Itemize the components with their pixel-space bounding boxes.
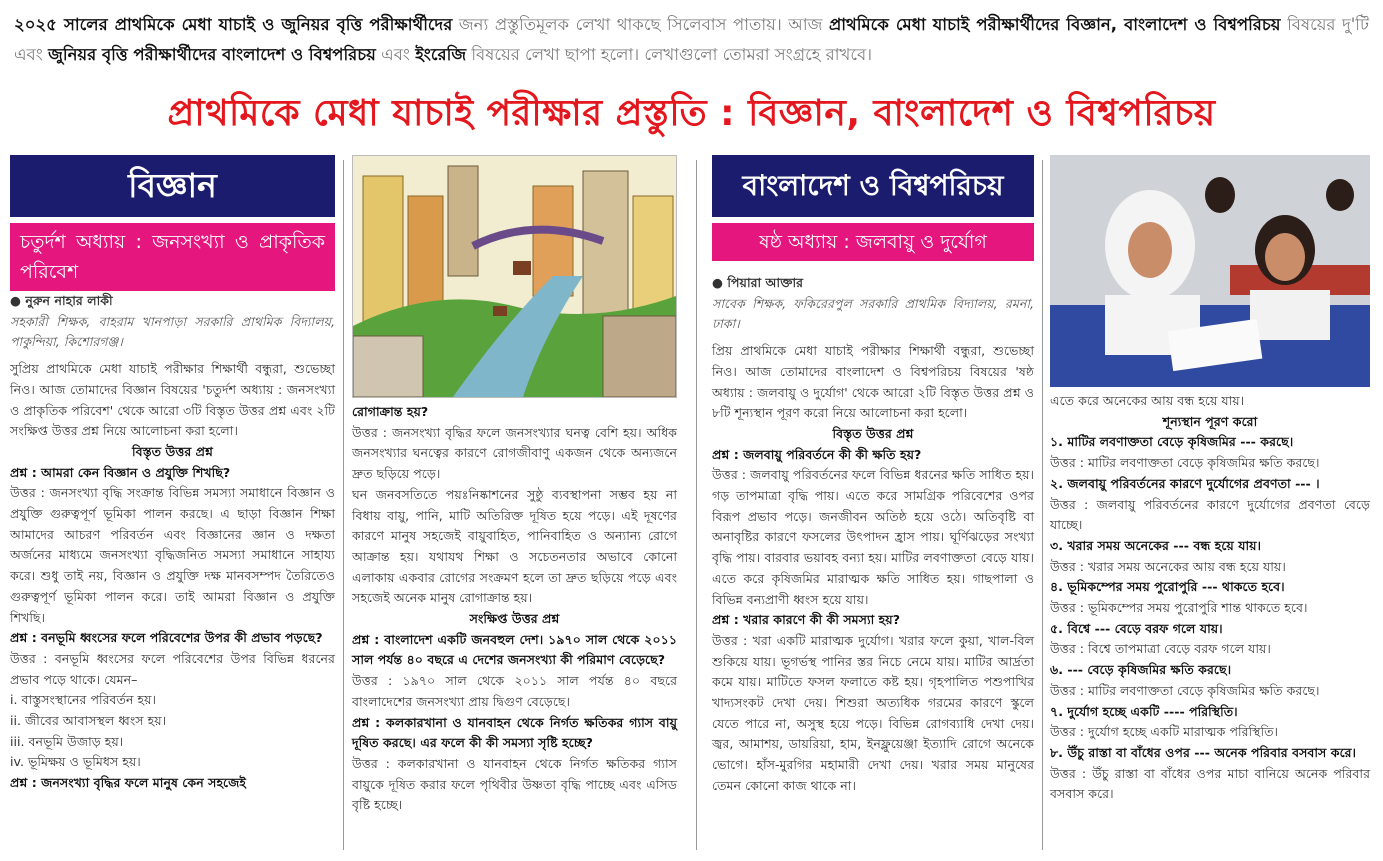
fill-blank-answer: উত্তর : জলবায়ু পরিবর্তনের কারণে দুর্যোগের প্রবণতা বেড়ে যাচ্ছে।: [1050, 496, 1370, 533]
science-question-3: প্রশ্ন : জনসংখ্যা বৃদ্ধির ফলে মানুষ কেন সহজেই: [10, 775, 246, 791]
science-answer-1: উত্তর : জনসংখ্যা বৃদ্ধি সংক্রান্ত বিভিন্ন সমস্যা সমাধানে বিজ্ঞান ও প্রযুক্তি গুরুত্বপূর্ণ ভূমিকা পালন করছে। এ ছাড়া বিজ্ঞান শিক্ষা আমাদের আচরণ পরিবর্তন এবং বিজ্ঞানের জ্ঞান ও দক্ষতা অর্জনের মাধ্যমে জনসংখ্যা বৃদ্ধিজনিত সমস্যা সমাধানে সাহায্য করে। শুধু তাই নয়, বিজ্ঞান ও প্রযুক্তি দক্ষ মানবসম্পদ তৈরিতেও গুরুত্বপূর্ণ ভূমিকা পালন করে। তাই আমরা বিজ্ঞান ও প্রযুক্তি শিখছি।: [10, 485, 335, 625]
city-river-illustration: [352, 155, 677, 398]
intro-text-7: ইংরেজি: [415, 45, 467, 64]
science-answer-3: উত্তর : জনসংখ্যা বৃদ্ধির ফলে জনসংখ্যার ঘনত্ব বেশি হয়। অধিক জনসংখ্যার ঘনত্বের কারণে রোগজীবাণু একজন থেকে অন্যজনে দ্রুত ছড়িয়ে পড়ে।: [352, 424, 677, 482]
fill-blank-question: ৮. উঁচু রাস্তা বা বাঁধের ওপর --- অনেক পরিবার বসবাস করে।: [1050, 744, 1357, 760]
intro-text-2: জন্য প্রস্তুতিমূলক লেখা থাকছে সিলেবাস পাতায়। আজ: [452, 15, 829, 34]
students-exam-photo: [1050, 155, 1370, 387]
intro-text-3: প্রাথমিকে মেধা যাচাই পরীক্ষার্থীদের বিজ্ঞান, বাংলাদেশ ও বিশ্বপরিচয়: [828, 15, 1281, 34]
column-divider: [1042, 160, 1043, 850]
science-question-5: প্রশ্ন : কলকারখানা ও যানবাহন থেকে নির্গত ক্ষতিকর গ্যাস বায়ু দূষিত করছে। এর ফলে কী কী সমস্যা সৃষ্টি হচ্ছে?: [352, 714, 677, 751]
science-question-4: প্রশ্ন : বাংলাদেশ একটি জনবহুল দেশ। ১৯৭০ সাল থেকে ২০১১ সাল পর্যন্ত ৪০ বছরে এ দেশের জনসংখ্যা কী পরিমাণ বেড়েছে?: [352, 631, 677, 668]
bgs-question-2: প্রশ্ন : খরার কারণে কী কী সমস্যা হয়?: [712, 612, 900, 628]
fill-blanks-list: [1050, 432, 1370, 805]
science-list-item: ii. জীবের আবাসস্থল ধ্বংস হয়।: [10, 713, 167, 729]
city-illustration-icon: [353, 156, 676, 397]
fill-blank-answer: উত্তর : বিশ্বে তাপমাত্রা বেড়ে বরফ গলে যায়।: [1050, 641, 1271, 657]
fill-blank-answer: উত্তর : উঁচু রাস্তা বা বাঁধের ওপর মাচা বানিয়ে অনেক পরিবার বসবাস করে।: [1050, 765, 1370, 802]
intro-text-8: বিষয়ের লেখা ছাপা হলো। লেখাগুলো তোমরা সংগ্রহে রাখবে।: [466, 45, 873, 64]
fill-blank-answer: উত্তর : মাটির লবণাক্ততা বেড়ে কৃষিজমির ক্ষতি করছে।: [1050, 682, 1320, 698]
science-answer-3-continued: ঘন জনবসতিতে পয়ঃনিষ্কাশনের সুষ্ঠু ব্যবস্থাপনা সম্ভব হয় না বিধায় বায়ু, পানি, মাটি অতিরিক্ত দূষিত হয়ে পড়ে। এই দূষণের কারণে মানুষ সহজেই বায়ুবাহিত, পানিবাহিত ও অন্যান্য রোগে আক্রান্ত হয়। যথাযথ শিক্ষা ও সচেতনতার অভাবে কোনো এলাকায় একবার রোগের সংক্রমণ হলে তা দ্রুত ছড়িয়ে পড়ে এবং সহজেই অনেক মানুষ রোগাক্রান্ত হয়।: [352, 486, 677, 606]
intro-text-5: জুনিয়র বৃত্তি পরীক্ষার্থীদের বাংলাদেশ ও বিশ্বপরিচয়: [48, 45, 376, 64]
science-list-item: iv. ভূমিক্ষয় ও ভূমিধস হয়।: [10, 754, 141, 770]
science-answer-2: উত্তর : বনভূমি ধ্বংসের ফলে পরিবেশের উপর বিভিন্ন ধরনের প্রভাব পড়ে থাকে। যেমন–: [10, 650, 335, 687]
intro-text-1: ২০২৫ সালের প্রাথমিকে মেধা যাচাই ও জুনিয়র বৃত্তি পরীক্ষার্থীদের: [14, 15, 453, 34]
science-section-heading: বিস্তৃত উত্তর প্রশ্ন: [132, 443, 213, 459]
fill-blank-question: ৬. --- বেড়ে কৃষিজমির ক্ষতি করছে।: [1050, 662, 1232, 678]
fill-blank-question: ৪. ভূমিকম্পের সময় পুরোপুরি --- থাকতে হবে।: [1050, 579, 1285, 595]
bgs-author: ● পিয়ারা আক্তার: [712, 275, 804, 290]
column-divider: [696, 160, 697, 850]
bgs-chapter-banner: ষষ্ঠ অধ্যায় : জলবায়ু ও দুর্যোগ: [712, 223, 1034, 261]
science-greeting: সুপ্রিয় প্রাথমিকে মেধা যাচাই পরীক্ষার শিক্ষার্থী বন্ধুরা, শুভেচ্ছা নিও। আজ তোমাদের বিজ্ঞান বিষয়ের 'চতুর্দশ অধ্যায় : জনসংখ্যা ও প্রাকৃতিক পরিবেশ' থেকে আরো ৩টি বিস্তৃত উত্তর প্রশ্ন এবং ২টি সংক্ষিপ্ত উত্তর প্রশ্ন নিয়ে আলোচনা করা হলো।: [10, 361, 335, 439]
science-answer-5: উত্তর : কলকারখানা ও যানবাহন থেকে নির্গত ক্ষতিকর গ্যাস বায়ুকে দূষিত করার ফলে পৃথিবীর উষ্ণতা বৃদ্ধি পাচ্ছে এবং এসিড বৃষ্টি হচ্ছে।: [352, 755, 677, 813]
fill-blank-question: ৭. দুর্যোগ হচ্ছে একটি ---- পরিস্থিতি।: [1050, 703, 1238, 719]
fill-blank-answer: উত্তর : দুর্যোগ হচ্ছে একটি মারাত্মক পরিস্থিতি।: [1050, 724, 1279, 740]
bgs-column: [712, 155, 1034, 797]
column-divider: [343, 160, 344, 850]
fill-blank-answer: উত্তর : মাটির লবণাক্ততা বেড়ে কৃষিজমির ক্ষতি করছে।: [1050, 455, 1320, 471]
science-column: [10, 155, 335, 794]
intro-text-4: বিষয়ের দু'টি এবং: [14, 15, 1369, 64]
science-section-title: বিজ্ঞান: [10, 155, 335, 217]
science-question-2: প্রশ্ন : বনভূমি ধ্বংসের ফলে পরিবেশের উপর কী প্রভাব পড়ছে?: [10, 630, 323, 646]
science-chapter-banner: চতুর্দশ অধ্যায় : জনসংখ্যা ও প্রাকৃতিক পরিবেশ: [10, 223, 335, 291]
science-question-3-continued: রোগাক্রান্ত হয়?: [352, 404, 429, 419]
science-answer-4: উত্তর : ১৯৭০ সাল থেকে ২০১১ সাল পর্যন্ত ৪০ বছরে বাংলাদেশের জনসংখ্যা প্রায় দ্বিগুণ বেড়েছে।: [352, 673, 677, 709]
bgs-section-title: বাংলাদেশ ও বিশ্বপরিচয়: [712, 155, 1034, 217]
science-author: ● নুরুন নাহার লাকী: [10, 293, 113, 308]
science-author-affiliation: সহকারী শিক্ষক, বাহরাম খানপাড়া সরকারি প্রাথমিক বিদ্যালয়, পাকুন্দিয়া, কিশোরগঞ্জ।: [10, 313, 335, 350]
intro-paragraph: [14, 10, 1369, 70]
bgs-greeting: প্রিয় প্রাথমিকে মেধা যাচাই পরীক্ষার শিক্ষার্থী বন্ধুরা, শুভেচ্ছা নিও। আজ তোমাদের বাংলাদেশ ও বিশ্বপরিচয় বিষয়ের 'ষষ্ঠ অধ্যায় : জলবায়ু ও দুর্যোগ' থেকে আরো ২টি বিস্তৃত উত্তর প্রশ্ন ও ৮টি শূন্যস্থান পূরণ করো নিয়ে আলোচনা করা হলো।: [712, 343, 1034, 421]
bgs-answer-2-continued: এতে করে অনেকের আয় বন্ধ হয়ে যায়।: [1050, 393, 1245, 408]
fill-blank-answer: উত্তর : ভূমিকম্পের সময় পুরোপুরি শান্ত থাকতে হবে।: [1050, 600, 1308, 616]
intro-text-6: এবং: [375, 45, 416, 64]
bgs-question-1: প্রশ্ন : জলবায়ু পরিবর্তনে কী কী ক্ষতি হয়?: [712, 446, 922, 462]
fill-blank-question: ২. জলবায়ু পরিবর্তনের কারণে দুর্যোগের প্রবণতা --- ।: [1050, 475, 1320, 491]
fill-blank-question: ৩. খরার সময় অনেকের --- বন্ধ হয়ে যায়।: [1050, 537, 1262, 553]
science-list-item: iii. বনভূমি উজাড় হয়।: [10, 733, 124, 749]
bgs-section-heading: বিস্তৃত উত্তর প্রশ্ন: [832, 425, 914, 441]
fill-blank-answer: উত্তর : খরার সময় অনেকের আয় বন্ধ হয়ে যায়।: [1050, 558, 1286, 574]
fill-blank-question: ৫. বিশ্বে --- বেড়ে বরফ গলে যায়।: [1050, 620, 1223, 636]
fill-blank-question: ১. মাটির লবণাক্ততা বেড়ে কৃষিজমির --- করছে।: [1050, 434, 1294, 450]
students-photo-icon: [1050, 155, 1370, 387]
science-short-answer-heading: সংক্ষিপ্ত উত্তর প্রশ্ন: [469, 611, 560, 627]
science-continued-column: [352, 155, 677, 816]
bgs-answer-2: উত্তর : খরা একটি মারাত্মক দুর্যোগ। খরার ফলে কুয়া, খাল-বিল শুকিয়ে যায়। ভূগর্ভস্থ পানির স্তর নিচে নেমে যায়। মাটির আর্দ্রতা কমে যায়। মাটিতে ফসল ফলাতে কষ্ট হয়। গৃহপালিত পশুপাখির খাদ্যসংকট দেখা দেয়। শিশুরা অত্যধিক গরমের কারণে স্কুলে যেতে পারে না, অসুস্থ হয়ে পড়ে। বিভিন্ন রোগব্যাধি দেখা দেয়। জ্বর, আমাশয়, ডায়রিয়া, হাম, ইনফ্লুয়েঞ্জা ইত্যাদি রোগে অনেকে ভোগে। হাঁস-মুরগির মহামারী দেখা দেয়। খরার সময় মানুষের তেমন কোনো কাজ থাকে না।: [712, 632, 1034, 793]
bgs-author-affiliation: সাবেক শিক্ষক, ফকিরেরপুল সরকারি প্রাথমিক বিদ্যালয়, রমনা, ঢাকা।: [712, 295, 1034, 332]
bgs-continued-column: [1050, 155, 1370, 805]
science-list-item: i. বাস্তুসংস্থানের পরিবর্তন হয়।: [10, 692, 157, 708]
page-headline: প্রাথমিকে মেধা যাচাই পরীক্ষার প্রস্তুতি : বিজ্ঞান, বাংলাদেশ ও বিশ্বপরিচয়: [167, 93, 1216, 134]
bgs-answer-1: উত্তর : জলবায়ু পরিবর্তনের ফলে বিভিন্ন ধরনের ক্ষতি সাধিত হয়। গড় তাপমাত্রা বৃদ্ধি পায়। এতে করে সামগ্রিক পরিবেশের ওপর বিরূপ প্রভাব পড়ে। জনজীবন অতিষ্ঠ হয়ে ওঠে। অতিবৃষ্টি বা অনাবৃষ্টির কারণে ফসলের উৎপাদন হ্রাস পায়। ঘূর্ণিঝড়ের সংখ্যা বৃদ্ধি পায়। বারবার ভয়াবহ বন্যা হয়। মাটির লবণাক্ততা বেড়ে যায়। এতে করে কৃষিজমির মারাত্মক ক্ষতি সাধিত হয়। গাছপালা ও বিভিন্ন বন্যপ্রাণী ধ্বংস হয়ে যায়।: [712, 467, 1034, 607]
science-question-1: প্রশ্ন : আমরা কেন বিজ্ঞান ও প্রযুক্তি শিখছি?: [10, 464, 231, 480]
bgs-fill-blanks-heading: শূন্যস্থান পূরণ করো: [1162, 413, 1258, 429]
